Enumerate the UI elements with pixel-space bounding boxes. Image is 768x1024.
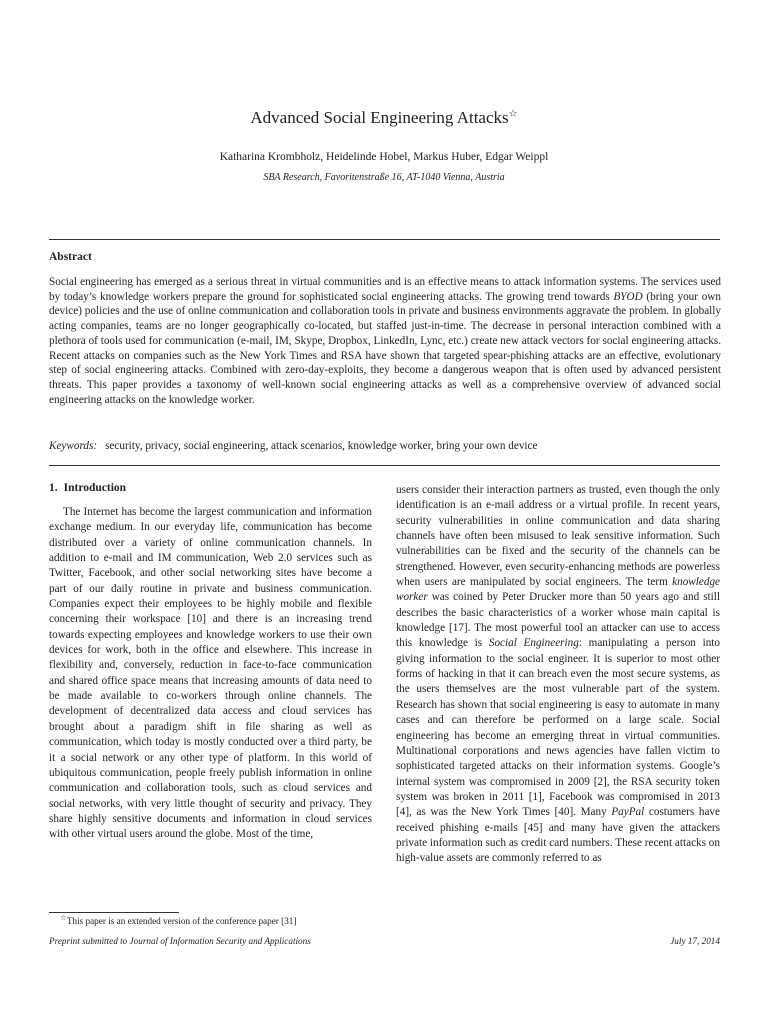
section-number: 1. [49,482,58,494]
footer-date: July 17, 2014 [670,936,720,946]
abstract-body [49,275,721,407]
title-text: Advanced Social Engineering Attacks [250,108,509,127]
body-text-part: was coined by Peter Drucker more than 50 years ago and still describes the basic characteristics of a worker whose main capital is knowledge [17]. The most powerful tool an attacker can use to access this knowledge is [396,591,720,650]
term-social-engineering: Social Engineering [488,637,579,650]
section-heading [49,482,126,494]
footnote [60,913,296,926]
keywords-label: Keywords: [49,440,98,452]
footer-journal: Preprint submitted to Journal of Information Security and Applications [49,936,311,946]
body-text-part: costumers have received phishing e-mails [45] and many have given the attackers private information such as credit card numbers. These recent attacks on high-value assets are commonly referred to as [396,806,720,865]
term-knowledge-worker: knowledge worker [396,576,720,604]
keywords-text: security, privacy, social engineering, attack scenarios, knowledge worker, bring your own device [105,440,538,452]
section-title: Introduction [63,482,127,494]
left-column-text: The Internet has become the largest communication and information exchange medium. In our everyday life, communication has become distributed over a variety of online communication channels. In addition to e-mail and IM communication, Web 2.0 services such as Twitter, Facebook, and other social networking sites have become a part of our daily routine in private and business communication. Companies expect their employees to be highly mobile and flexible concerning their workspace [10] and there is an increasing trend towards expecting employees and knowledge workers to use their own devices for work, both in the office and elsewhere. This increase in flexibility and, conversely, reduction in face-to-face communication and shared office space means that increasing amounts of data need to be made available to co-workers through online channels. The development of decentralized data access and cloud services has brought about a paradigm shift in file sharing as well as communication, which today is mostly conducted over a third party, be it a social network or any other type of platform. In this world of ubiquitous communication, people freely publish information in online communication and collaboration tools, such as cloud services and social networks, with very little thought of security and privacy. They share highly sensitive documents and information in cloud services with other virtual users around the globe. Most of the time, [49,506,372,841]
term-paypal: PayPal [611,806,645,819]
title-footnote-mark: ☆ [508,108,518,120]
abstract-heading: Abstract [49,251,92,263]
abstract-text-part: (bring your own device) policies and the use of online communication and collaboration tools in private and business environments aggravate the problem. In globally acting companies, teams are no longer geographically co-located, but staffed just-in-time. The decrease in personal interaction combined with a plethora of tools used for communication (e-mail, IM, Skype, Dropbox, LinkedIn, Lync, etc.) create new attack vectors for social engineering attacks. Recent attacks on companies such as the New York Times and RSA have shown that targeted spear-phishing attacks are an effective, evolutionary step of social engineering attacks. Combined with zero-day-exploits, they become a dangerous weapon that is often used by advanced persistent threats. This paper provides a taxonomy of well-known social engineering attacks as well as a comprehensive overview of advanced social engineering attacks on the knowledge worker. [49,290,721,406]
footnote-text: This paper is an extended version of the conference paper [31] [66,916,297,927]
abstract-byod-term: BYOD [613,290,643,303]
keywords-line [49,440,721,452]
paper-title [0,108,768,128]
author-affiliation: SBA Research, Favoritenstraße 16, AT-1040 Vienna, Austria [263,172,505,183]
body-text-part: users consider their interaction partners as trusted, even though the only identification is an e-mail address or a virtual profile. In recent years, security vulnerabilities in online communication and data sharing channels have often been misused to leak sensitive information. Such vulnerabilities can be fixed and the security of the channels can be strengthened. However, even security-enhancing methods are powerless when users are manipulated by social engineers. The term [396,484,720,589]
abstract-top-rule [49,239,720,240]
abstract-bottom-rule [49,465,720,466]
footnote-mark: ☆ [60,913,67,922]
abstract-text-part: Social engineering has emerged as a serious threat in virtual communities and is an effective means to attack information systems. The services used by today’s knowledge workers prepare the ground for sophisticated social engineering attacks. The growing trend towards [49,276,721,303]
right-column-text [396,483,720,867]
body-text-part: : manipulating a person into giving information to the social engineer. It is superior to most other forms of hacking in that it can breach even the most secure systems, as the users themselves are the most vulnerable part of the system. Research has shown that social engineering is easy to automate in many cases and can therefore be performed on a large scale. Social engineering has become an emerging threat in virtual communities. Multinational corporations and news agencies have fallen victim to sophisticated targeted attacks on their information systems. Google’s internal system was compromised in 2009 [2], the RSA security token system was broken in 2011 [1], Facebook was compromised in 2013 [4], as was the New York Times [40]. Many [396,637,720,819]
author-list: Katharina Krombholz, Heidelinde Hobel, Markus Huber, Edgar Weippl [219,151,549,163]
